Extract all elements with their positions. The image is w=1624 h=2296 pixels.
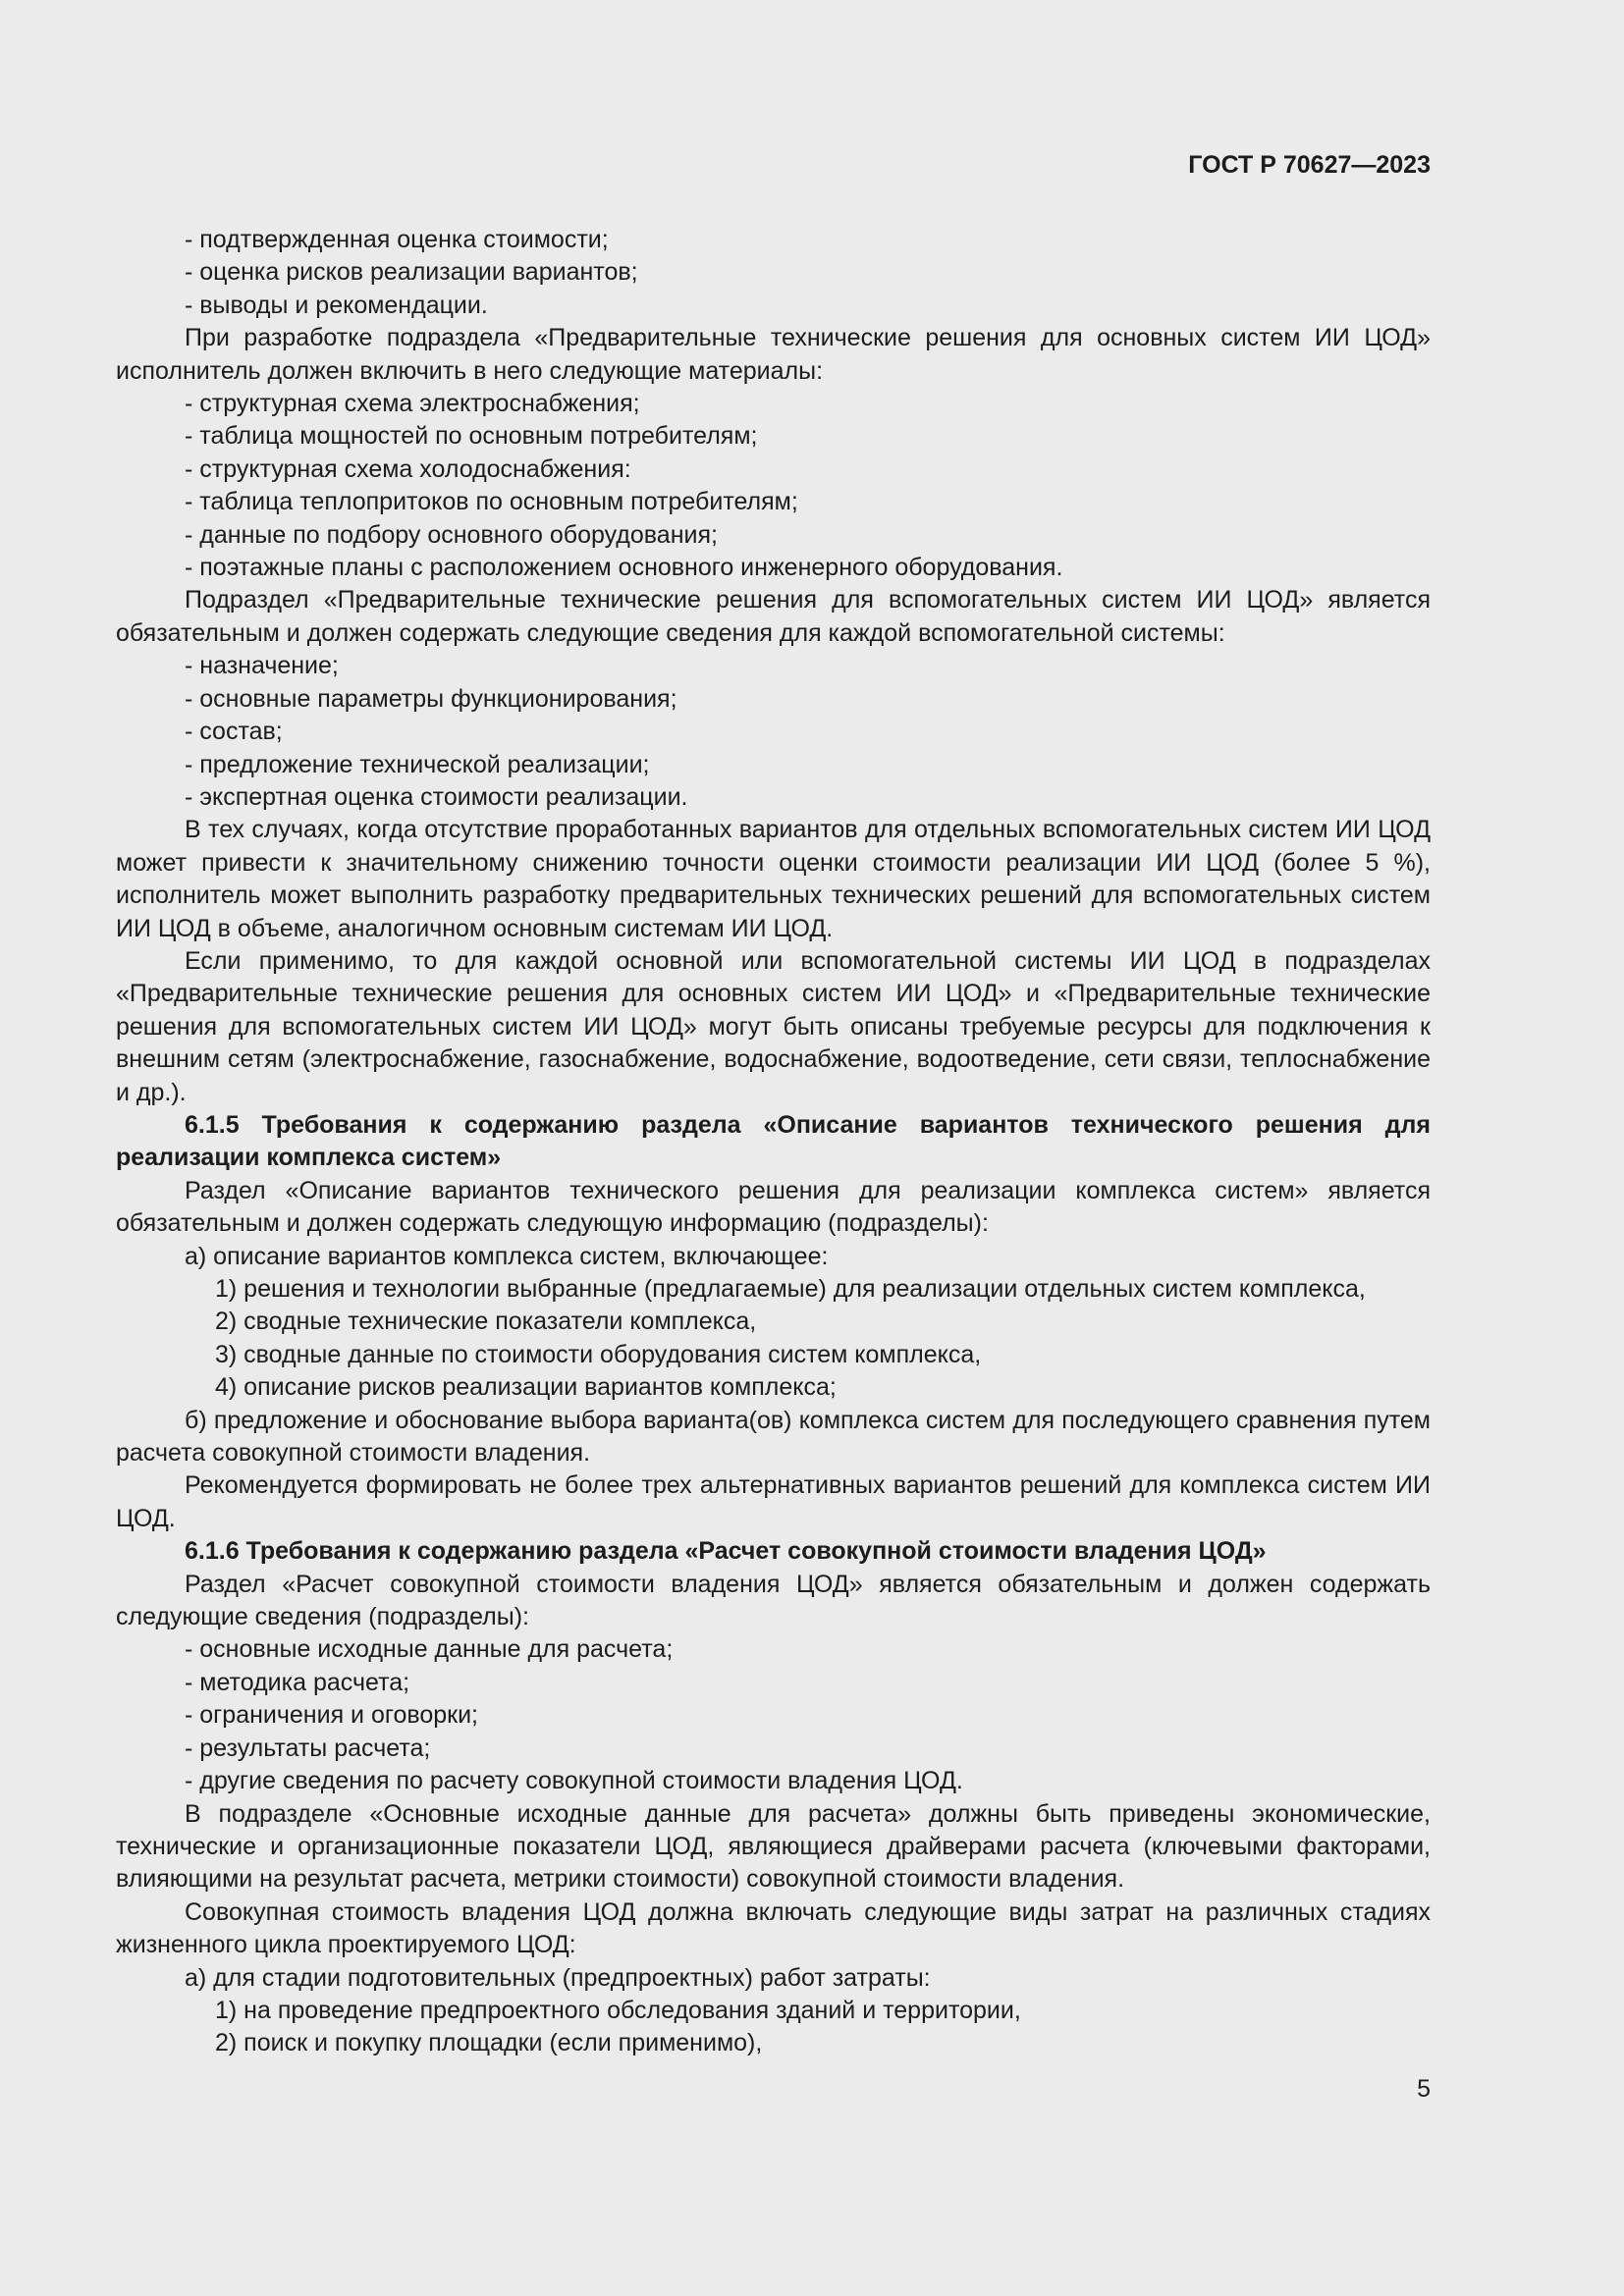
document-body (116, 224, 1431, 2060)
list-item: - структурная схема электроснабжения; (185, 390, 640, 418)
numbered-item: 4) описание рисков реализации вариантов комплекса; (215, 1373, 837, 1402)
list-item: - выводы и рекомендации. (185, 291, 488, 319)
section-heading: 6.1.5 Требования к содержанию раздела «Описание вариантов технического решения для реализации комплекса систем» (116, 1110, 1431, 1172)
list-item: - данные по подбору основного оборудования; (185, 520, 718, 549)
list-item: - оценка рисков реализации вариантов; (185, 258, 638, 287)
sublist-item: а) описание вариантов комплекса систем, включающее: (185, 1242, 829, 1270)
paragraph: Раздел «Расчет совокупной стоимости владения ЦОД» является обязательным и должен содержать следующие сведения (подразделы): (116, 1570, 1431, 1631)
paragraph: Раздел «Описание вариантов технического решения для реализации комплекса систем» является обязательным и должен содержать следующую информацию (подразделы): (116, 1176, 1431, 1238)
section-heading: 6.1.6 Требования к содержанию раздела «Расчет совокупной стоимости владения ЦОД» (185, 1537, 1267, 1566)
paragraph: Рекомендуется формировать не более трех альтернативных вариантов решений для комплекса систем ИИ ЦОД. (116, 1471, 1431, 1532)
list-item: - основные параметры функционирования; (185, 684, 677, 713)
numbered-item: 3) сводные данные по стоимости оборудования систем комплекса, (215, 1340, 982, 1368)
list-item: - экспертная оценка стоимости реализации. (185, 782, 688, 811)
paragraph: Совокупная стоимость владения ЦОД должна включать следующие виды затрат на различных стадиях жизненного цикла проектируемого ЦОД: (116, 1897, 1431, 1959)
paragraph: При разработке подраздела «Предварительные технические решения для основных систем ИИ ЦОД» исполнитель должен включить в него следующие материалы: (116, 324, 1431, 385)
list-item: - состав; (185, 718, 283, 746)
numbered-item: 1) на проведение предпроектного обследования зданий и территории, (215, 1996, 1021, 2024)
numbered-item: 1) решения и технологии выбранные (предлагаемые) для реализации отдельных систем комплекса, (215, 1275, 1366, 1303)
paragraph: б) предложение и обоснование выбора варианта(ов) комплекса систем для последующего сравнения путем расчета совокупной стоимости владения. (116, 1406, 1431, 1468)
numbered-item: 2) поиск и покупку площадки (если применимо), (215, 2029, 763, 2057)
numbered-item: 2) сводные технические показатели комплекса, (215, 1308, 757, 1336)
list-item: - ограничения и оговорки; (185, 1701, 478, 1730)
paragraph: Если применимо, то для каждой основной или вспомогательной системы ИИ ЦОД в подразделах «Предварительные технические решения для основных систем ИИ ЦОД» и «Предварительные технические решения для вспомогательных систем ИИ ЦОД» могут быть описаны требуемые ресурсы для подключения к внешним сетям (электроснабжение, газоснабжение, водоснабжение, водоотведение, сети связи, теплоснабжение и др.). (116, 946, 1431, 1106)
list-item: - таблица мощностей по основным потребителям; (185, 422, 758, 451)
document-header: ГОСТ Р 70627—2023 (1188, 151, 1431, 179)
list-item: - подтвержденная оценка стоимости; (185, 226, 609, 253)
paragraph: Подраздел «Предварительные технические решения для вспомогательных систем ИИ ЦОД» является обязательным и должен содержать следующие сведения для каждой вспомогательной системы: (116, 586, 1431, 647)
list-item: - назначение; (185, 652, 339, 680)
list-item: - основные исходные данные для расчета; (185, 1635, 674, 1664)
sublist-item: а) для стадии подготовительных (предпроектных) работ затраты: (185, 1963, 931, 1992)
page-number: 5 (1417, 2075, 1431, 2103)
list-item: - методика расчета; (185, 1668, 410, 1696)
list-item: - результаты расчета; (185, 1734, 431, 1762)
list-item: - таблица теплопритоков по основным потребителям; (185, 488, 798, 516)
list-item: - предложение технической реализации; (185, 750, 650, 778)
list-item: - поэтажные планы с расположением основного инженерного оборудования. (185, 554, 1063, 582)
paragraph: В подразделе «Основные исходные данные для расчета» должны быть приведены экономические, технические и организационные показатели ЦОД, являющиеся драйверами расчета (ключевыми факторами, влияющими на результат расчета, метрики стоимости) совокупной стоимости владения. (116, 1799, 1431, 1894)
paragraph: В тех случаях, когда отсутствие проработанных вариантов для отдельных вспомогательных систем ИИ ЦОД может привести к значительному снижению точности оценки стоимости реализации ИИ ЦОД (более 5 %), исполнитель может выполнить разработку предварительных технических решений для вспомогательных систем ИИ ЦОД в объеме, аналогичном основным системам ИИ ЦОД. (116, 816, 1431, 942)
list-item: - структурная схема холодоснабжения: (185, 454, 631, 483)
list-item: - другие сведения по расчету совокупной стоимости владения ЦОД. (185, 1767, 963, 1795)
